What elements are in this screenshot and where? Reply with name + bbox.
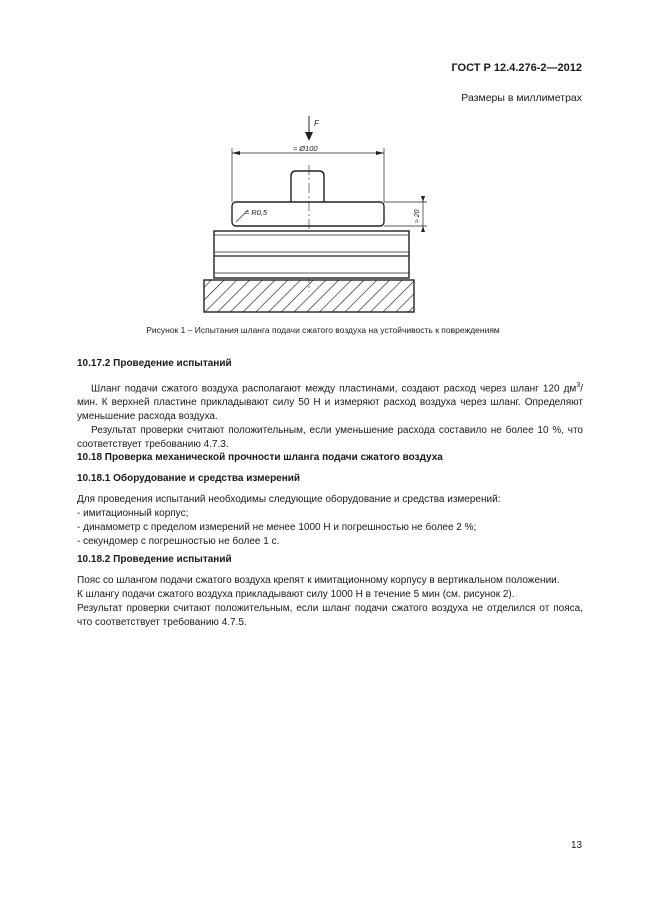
- section-10-18: [77, 451, 583, 465]
- force-arrow-head: [305, 132, 313, 141]
- test-figure: [190, 110, 450, 320]
- page-number: 13: [571, 840, 583, 851]
- list-item: - динамометр с пределом измерений не менее 1000 Н и погрешностью не более 2 %;: [77, 522, 477, 533]
- paragraph: Для проведения испытаний необходимы следующие оборудование и средства измерений:: [77, 494, 501, 505]
- section-10-18-2-body: [77, 574, 583, 630]
- paragraph: К шлангу подачи сжатого воздуха прикладывают силу 1000 Н в течение 5 мин (см. рисунок 2).: [77, 589, 515, 600]
- paragraph: Пояс со шлангом подачи сжатого воздуха крепят к имитационному корпусу в вертикальном положении.: [77, 575, 560, 586]
- section-10-18-1: [77, 472, 583, 486]
- section-heading: 10.18.2 Проведение испытаний: [77, 554, 232, 565]
- figure-caption: Рисунок 1 – Испытания шланга подачи сжатого воздуха на устойчивость к повреждениям: [146, 325, 500, 335]
- section-heading: 10.18.1 Оборудование и средства измерений: [77, 473, 301, 484]
- units-note: Размеры в миллиметрах: [461, 92, 582, 104]
- hose: [214, 231, 409, 278]
- press-knob: [291, 171, 324, 202]
- diameter-label: ≈ Ø100: [293, 144, 318, 153]
- height-label: ≈ 20: [414, 209, 421, 223]
- list-item: - секундомер с погрешностью не более 1 с.: [77, 536, 280, 547]
- paragraph: Результат проверки считают положительным, если шланг подачи сжатого воздуха не отделился от пояса, что соответствует требованию 4.7.5.: [77, 603, 583, 628]
- section-10-17-2: [77, 357, 583, 371]
- document-header: ГОСТ Р 12.4.276-2—2012: [451, 62, 582, 74]
- radius-label: ≈ R0,5: [245, 208, 268, 217]
- section-10-17-2-body: [77, 379, 583, 452]
- paragraph: Результат проверки считают положительным, если уменьшение расхода составило не более 10 %, что соответствует требованию 4.7.3.: [77, 425, 583, 451]
- list-item: - имитационный корпус;: [77, 508, 189, 519]
- base-plate: [204, 280, 414, 312]
- paragraph: Шланг подачи сжатого воздуха располагают между пластинами, создают расход через шланг 120 $дм^3$/мин. К верхней пластине прикладывают силу 50 Н и измеряют расход воздуха через шланг. Определяют уменьшение расхода воздуха.: [77, 382, 583, 423]
- force-label: F: [314, 119, 319, 128]
- section-heading: 10.17.2 Проведение испытаний: [77, 358, 232, 369]
- section-10-18-2: [77, 553, 583, 567]
- section-10-18-1-body: [77, 493, 583, 549]
- section-heading: 10.18 Проверка механической прочности шланга подачи сжатого воздуха: [77, 452, 443, 463]
